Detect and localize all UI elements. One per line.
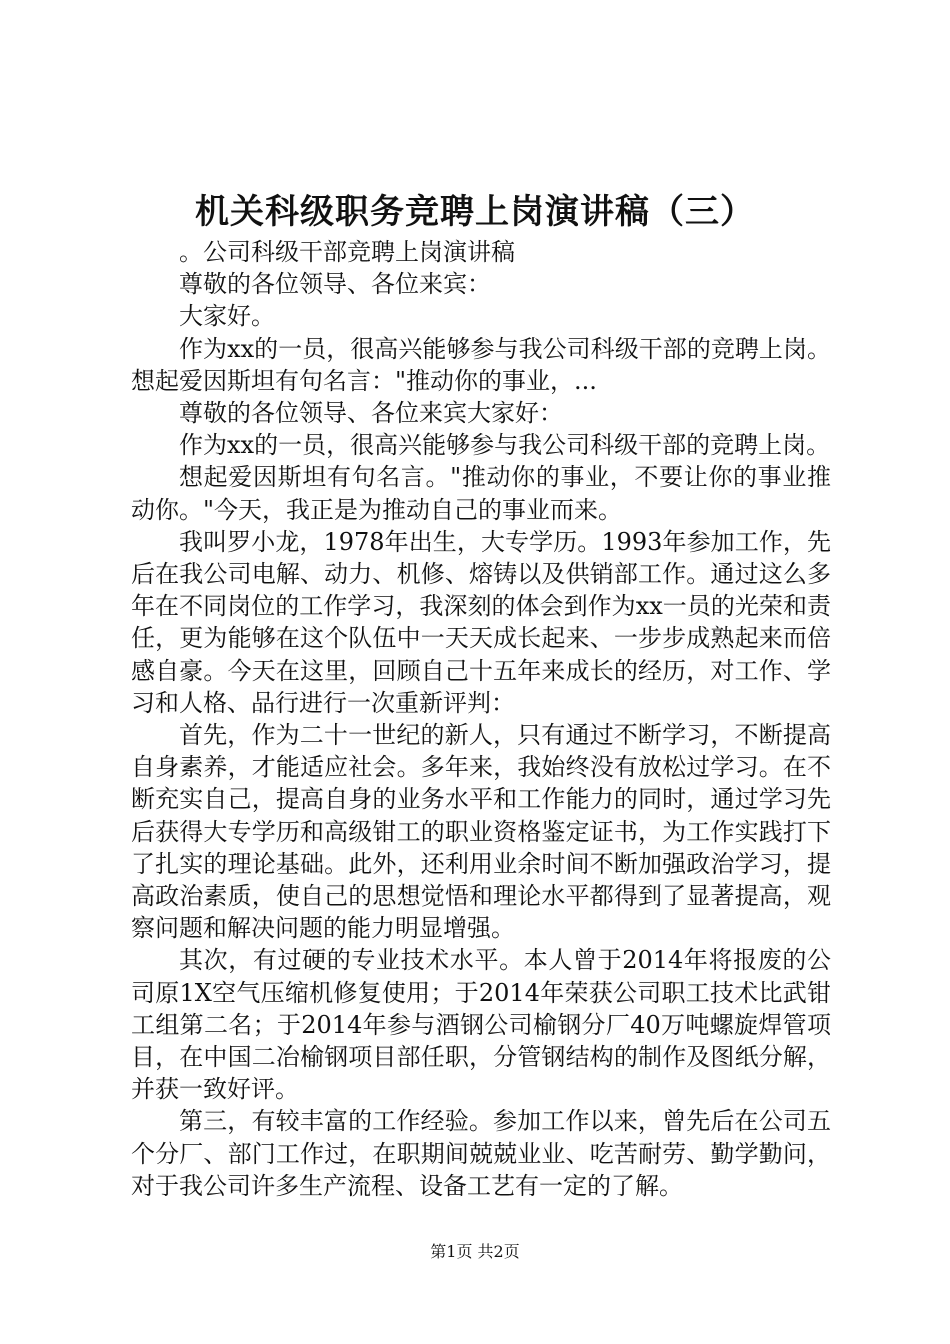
paragraph: 作为xx的一员，很高兴能够参与我公司科级干部的竞聘上岗。 bbox=[179, 431, 831, 460]
paragraph: 我叫罗小龙，1978年出生，大专学历。1993年参加工作，先后在我公司电解、动力、机修、熔铸以及供销部工作。通过这么多年在不同岗位的工作学习，我深刻的体会到作为xx一员的光荣和责任，更为能够在这个队伍中一天天成长起来、一步步成熟起来而倍感自豪。今天在这里，回顾自己十五年来成长的经历，对工作、学习和人格、品行进行一次重新评判： bbox=[131, 527, 831, 717]
paragraph: 其次，有过硬的专业技术水平。本人曾于2014年将报废的公司原1X空气压缩机修复使用；于2014年荣获公司职工技术比武钳工组第二名；于2014年参与酒钢公司榆钢分厂40万吨螺旋焊管项目，在中国二冶榆钢项目部任职，分管钢结构的制作及图纸分解，并获一致好评。 bbox=[131, 946, 831, 1104]
paragraph: 想起爱因斯坦有句名言。"推动你的事业，不要让你的事业推动你。"今天，我正是为推动自己的事业而来。 bbox=[131, 463, 831, 524]
paragraph: 第三，有较丰富的工作经验。参加工作以来，曾先后在公司五个分厂、部门工作过，在职期间兢兢业业、吃苦耐劳、勤学勤问，对于我公司许多生产流程、设备工艺有一定的了解。 bbox=[131, 1107, 831, 1200]
paragraph: 尊敬的各位领导、各位来宾大家好： bbox=[179, 399, 563, 428]
paragraph: 。公司科级干部竞聘上岗演讲稿 bbox=[179, 238, 515, 266]
document-body bbox=[131, 236, 831, 1202]
document-title: 机关科级职务竞聘上岗演讲稿（三） bbox=[195, 192, 755, 232]
paragraph: 大家好。 bbox=[179, 302, 275, 331]
page-number-footer: 第1页 共2页 bbox=[430, 1242, 520, 1261]
paragraph: 作为xx的一员，很高兴能够参与我公司科级干部的竞聘上岗。想起爱因斯坦有句名言："推动你的事业，... bbox=[131, 334, 831, 395]
paragraph: 尊敬的各位领导、各位来宾： bbox=[179, 270, 491, 299]
paragraph: 首先，作为二十一世纪的新人，只有通过不断学习，不断提高自身素养，才能适应社会。多年来，我始终没有放松过学习。在不断充实自己，提高自身的业务水平和工作能力的同时，通过学习先后获得大专学历和高级钳工的职业资格鉴定证书，为工作实践打下了扎实的理论基础。此外，还利用业余时间不断加强政治学习，提高政治素质，使自己的思想觉悟和理论水平都得到了显著提高，观察问题和解决问题的能力明显增强。 bbox=[131, 721, 831, 943]
